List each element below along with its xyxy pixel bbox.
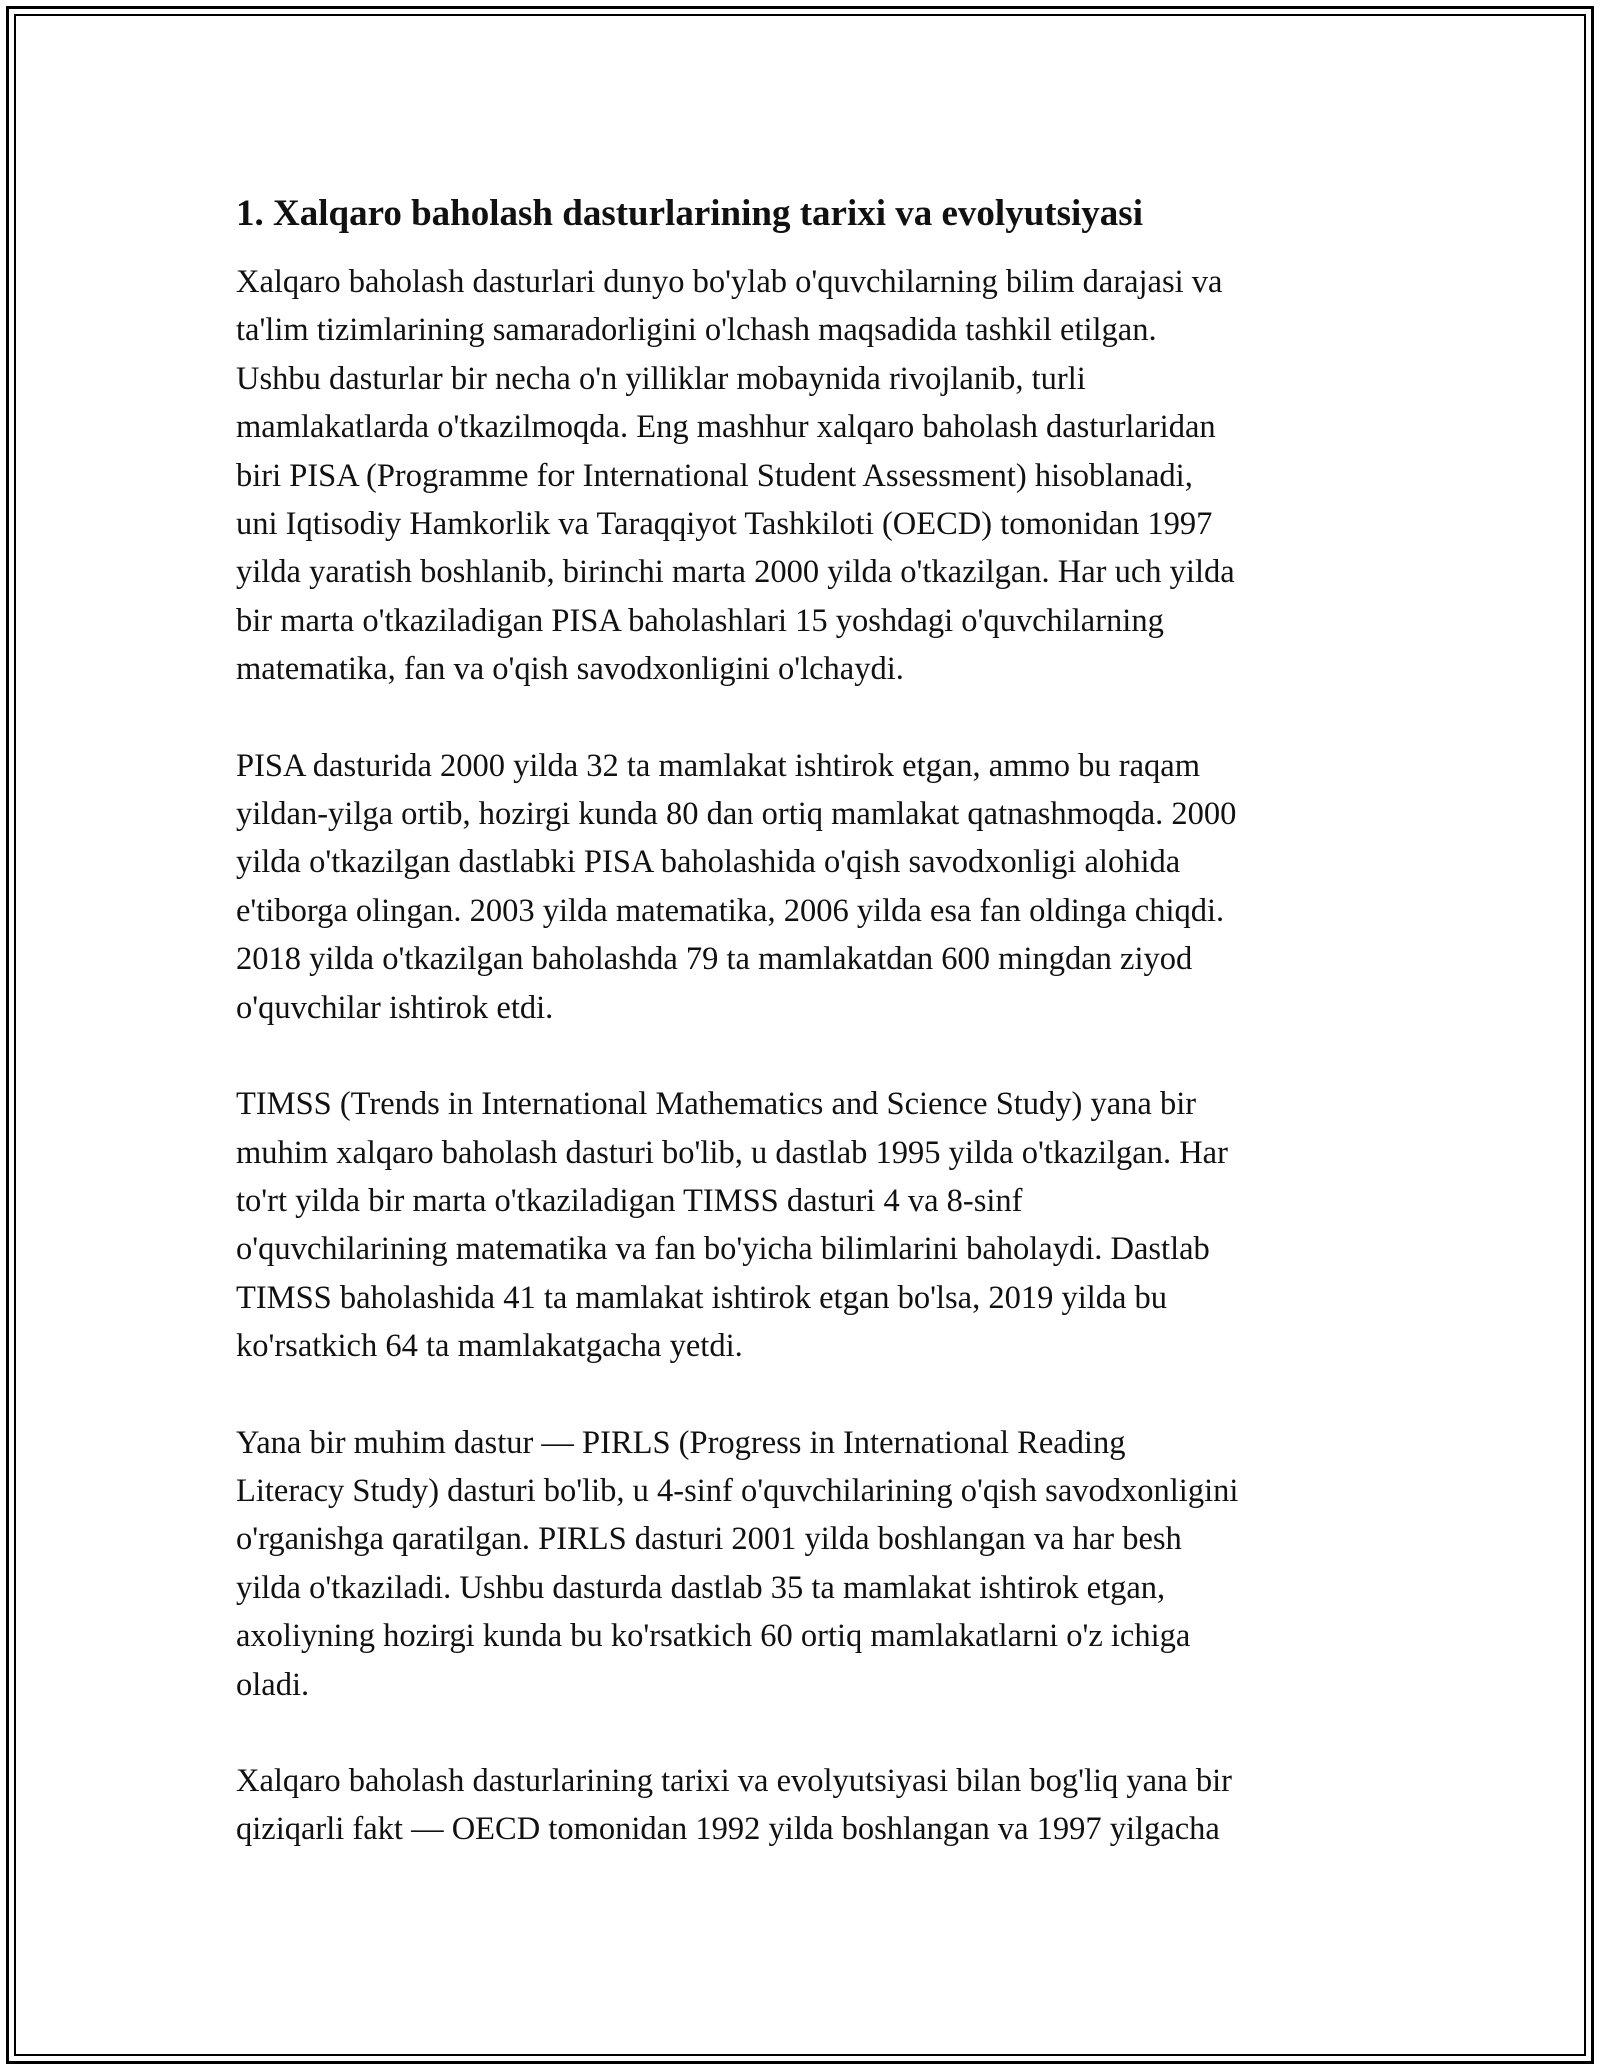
paragraph-pirls: Yana bir muhim dastur — PIRLS (Progress in International Reading Literacy Study) dasturi bo'lib, u 4-sinf o'quvchilarining o'qish savodxonligini o'rganishga qaratilgan. PIRLS dasturi 2001 yilda boshlangan va har besh yilda o'tkaziladi. Ushbu dasturda dastlab 35 ta mamlakat ishtirok etgan, axoliyning hozirgi kunda bu ko'rsatkich 60 ortiq mamlakatlarni o'z ichiga oladi. [236, 1424, 1239, 1703]
paragraph-oecd-fact: Xalqaro baholash dasturlarining tarixi va evolyutsiyasi bilan bog'liq yana bir qiziqarli fakt — OECD tomonidan 1992 yilda boshlangan va 1997 yilgacha [236, 1762, 1232, 1848]
paragraph-pisa-intro: Xalqaro baholash dasturlari dunyo bo'ylab o'quvchilarning bilim darajasi va ta'lim tizimlarining samaradorligini o'lchash maqsadida tashkil etilgan. Ushbu dasturlar bir necha o'n yilliklar mobaynida rivojlanib, turli mamlakatlarda o'tkazilmoqda. Eng mashhur xalqaro baholash dasturlaridan biri PISA (Programme for International Student Assessment) hisoblanadi, uni Iqtisodiy Hamkorlik va Taraqqiyot Tashkiloti (OECD) tomonidan 1997 yilda yaratish boshlanib, birinchi marta 2000 yilda o'tkazilgan. Har uch yilda bir marta o'tkaziladigan PISA baholashlari 15 yoshdagi o'quvchilarning matematika, fan va o'qish savodxonligini o'lchaydi. [236, 264, 1235, 688]
section-heading: 1. Xalqaro baholash dasturlarining tarixi va evolyutsiyasi [236, 193, 1143, 234]
paragraph-pisa-participation: PISA dasturida 2000 yilda 32 ta mamlakat ishtirok etgan, ammo bu raqam yildan-yilga ortib, hozirgi kunda 80 dan ortiq mamlakat qatnashmoqda. 2000 yilda o'tkazilgan dastlabki PISA baholashida o'qish savodxonligi alohida e'tiborga olingan. 2003 yilda matematika, 2006 yilda esa fan oldinga chiqdi. 2018 yilda o'tkazilgan baholashda 79 ta mamlakatdan 600 mingdan ziyod o'quvchilar ishtirok etdi. [236, 747, 1237, 1026]
paragraph-timss: TIMSS (Trends in International Mathematics and Science Study) yana bir muhim xalqaro baholash dasturi bo'lib, u dastlab 1995 yilda o'tkazilgan. Har to'rt yilda bir marta o'tkaziladigan TIMSS dasturi 4 va 8-sinf o'quvchilarining matematika va fan bo'yicha bilimlarini baholaydi. Dastlab TIMSS baholashida 41 ta mamlakat ishtirok etgan bo'lsa, 2019 yilda bu ko'rsatkich 64 ta mamlakatgacha yetdi. [236, 1086, 1228, 1365]
document-body [236, 188, 1376, 1902]
